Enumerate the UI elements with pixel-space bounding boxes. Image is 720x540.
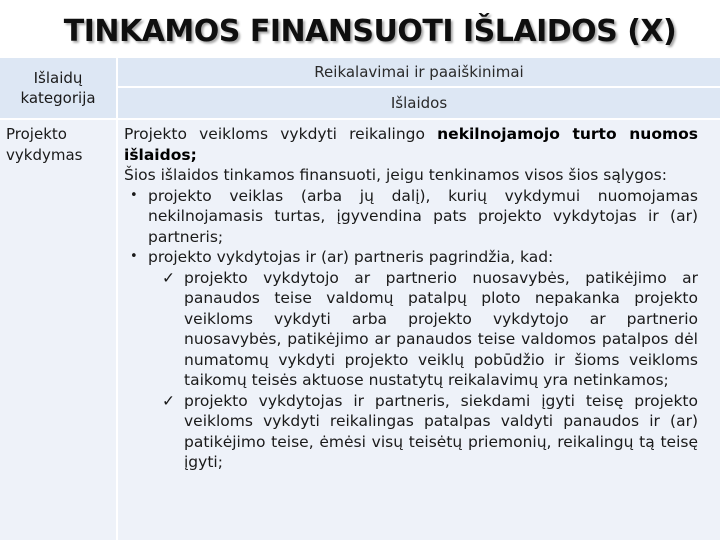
header-category: Išlaidų kategorija (0, 58, 116, 118)
checkmark-icon: ✓ (162, 391, 175, 410)
list-item (124, 186, 698, 248)
sub-list-item (124, 268, 698, 391)
bullet-icon: • (130, 249, 138, 264)
sub-list-item-text: projekto vykdytojas ir partneris, siekdami įgyti teisę projekto veikloms vykdyti reikalingas patalpas valdyti panaudos ir (ar) patikėjimo teise, ėmėsi visų teisėtų priemonių, reikalingų tą teisę įgyti; (184, 391, 698, 471)
bullet-icon: • (130, 187, 138, 203)
condition-text: Šios išlaidos tinkamos finansuoti, jeigu tenkinamos visos šios sąlygos: (124, 166, 667, 184)
category-cell: Projekto vykdymas (0, 120, 116, 540)
header-requirements: Reikalavimai ir paaiškinimai (118, 58, 720, 86)
checkmark-icon: ✓ (162, 268, 175, 287)
list-item (124, 247, 698, 268)
sub-list-item (124, 391, 698, 473)
list-item-text: projekto veiklas (arba jų dalį), kurių vykdymui nuomojamas nekilnojamasis turtas, įgyvendina pats projekto vykdytojas ir (ar) partneris; (148, 186, 698, 246)
intro-paragraph (124, 124, 698, 165)
header-expenses: Išlaidos (118, 88, 720, 118)
list-item-text: projekto vykdytojas ir (ar) partneris pagrindžia, kad: (148, 248, 554, 266)
intro-bold-text: nekilnojamojo turto nuomos išlaidos; (124, 125, 698, 164)
sub-list-item-text: projekto vykdytojo ar partnerio nuosavybės, patikėjimo ar panaudos teise valdomų patalpų ploto nepakanka projekto veikloms vykdyti arba projekto vykdytojo ar partnerio nuosavybės, patikėjimo ar panaudos teise valdomos patalpos dėl numatomų vykdyti projekto veiklų pobūdžio ir šioms veikloms taikomų teisės aktuose nustatytų reikalavimų yra netinkamos; (184, 268, 698, 389)
requirements-cell (118, 120, 720, 540)
intro-text: Projekto veikloms vykdyti reikalingo (124, 125, 438, 143)
expenses-table (0, 58, 720, 540)
slide-title: TINKAMOS FINANSUOTI IŠLAIDOS (X) (63, 14, 677, 49)
